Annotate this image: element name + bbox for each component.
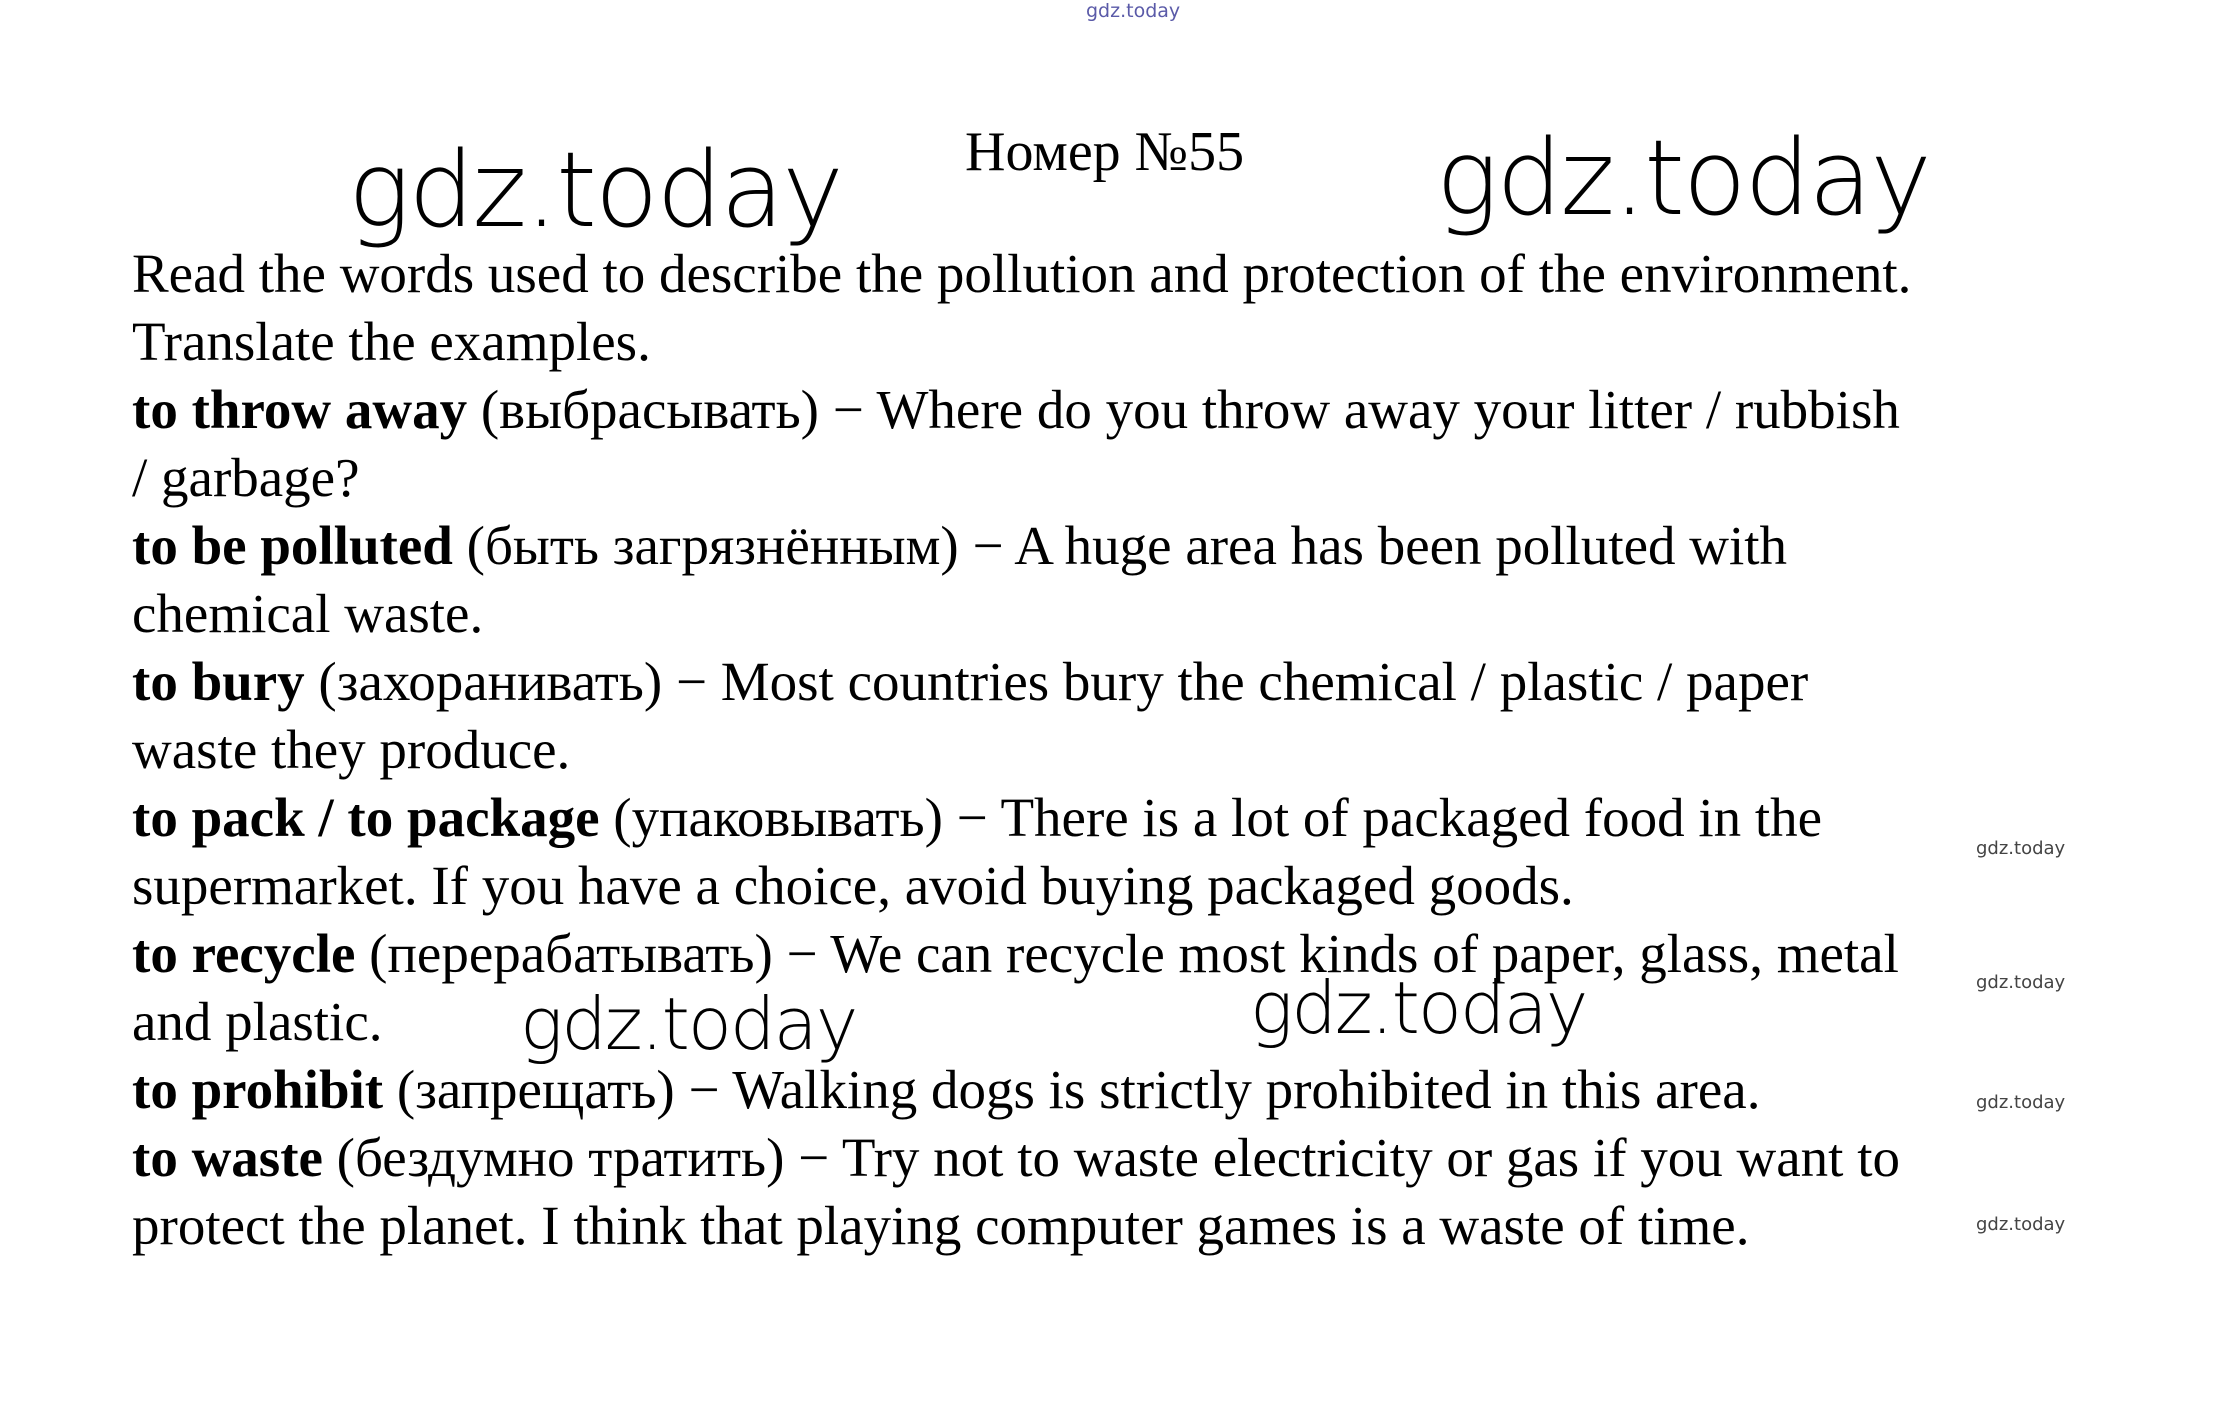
- entry-prohibit: [132, 1056, 2112, 1124]
- term: to recycle: [132, 923, 356, 984]
- definition: (быть загрязнённым) − A huge area has been polluted with: [452, 515, 1788, 576]
- entry-be-polluted-cont: chemical waste.: [132, 583, 484, 644]
- entry-waste-cont: protect the planet. I think that playing computer games is a waste of time.: [132, 1195, 1750, 1256]
- watermark-medium-right: gdz.today: [1250, 966, 1587, 1050]
- watermark-small-3: gdz.today: [1976, 1092, 2066, 1113]
- watermark-top: gdz.today: [1086, 0, 1181, 22]
- watermark-medium-left: gdz.today: [520, 982, 857, 1066]
- entry-throw-away: [132, 376, 2112, 444]
- entry-pack-cont: supermarket. If you have a choice, avoid buying packaged goods.: [132, 855, 1574, 916]
- entry-pack: [132, 784, 2112, 852]
- watermark-large-right: gdz.today: [1436, 117, 1930, 239]
- instruction-line-1: Read the words used to describe the pollution and protection of the environment.: [132, 243, 1912, 304]
- entry-be-polluted: [132, 512, 2112, 580]
- watermark-small-4: gdz.today: [1976, 1214, 2066, 1235]
- entry-recycle-cont: and plastic.: [132, 991, 383, 1052]
- page-title: Номер №55: [965, 121, 1245, 183]
- exercise-text: [132, 240, 2112, 1260]
- term: to pack / to package: [132, 787, 600, 848]
- definition: (выбрасывать) − Where do you throw away your litter / rubbish: [467, 379, 1900, 440]
- watermark-small-2: gdz.today: [1976, 972, 2066, 993]
- definition: (захоранивать) − Most countries bury the chemical / plastic / paper: [304, 651, 1809, 712]
- term: to prohibit: [132, 1059, 384, 1120]
- definition: (бездумно тратить) − Try not to waste electricity or gas if you want to: [322, 1127, 1900, 1188]
- term: to be polluted: [132, 515, 453, 576]
- definition: (запрещать) − Walking dogs is strictly prohibited in this area.: [383, 1059, 1761, 1120]
- entry-bury-cont: waste they produce.: [132, 719, 571, 780]
- term: to throw away: [132, 379, 468, 440]
- entry-throw-away-cont: / garbage?: [132, 447, 360, 508]
- term: to bury: [132, 651, 305, 712]
- definition: (упаковывать) − There is a lot of packaged food in the: [599, 787, 1823, 848]
- term: to waste: [132, 1127, 323, 1188]
- entry-waste: [132, 1124, 2112, 1192]
- entry-recycle: [132, 920, 2112, 988]
- instruction-line-2: Translate the examples.: [132, 311, 651, 372]
- entry-bury: [132, 648, 2112, 716]
- definition: (перерабатывать) − We can recycle most kinds of paper, glass, metal: [355, 923, 1899, 984]
- watermark-large-left: gdz.today: [348, 129, 842, 251]
- watermark-small-1: gdz.today: [1976, 838, 2066, 859]
